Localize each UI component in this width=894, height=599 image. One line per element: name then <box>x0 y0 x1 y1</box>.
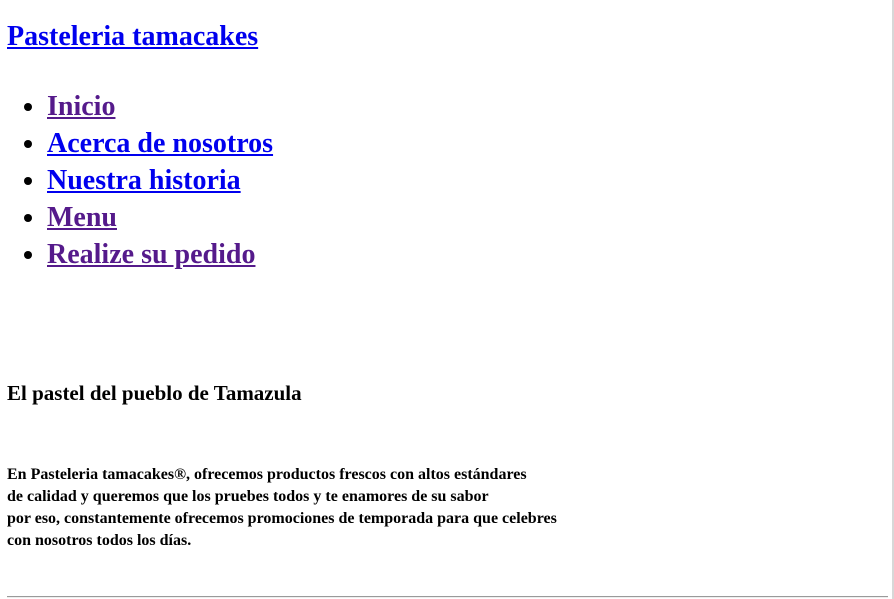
nav-item-inicio <box>47 88 273 125</box>
nav-item-acerca <box>47 125 273 162</box>
main-nav <box>0 88 273 273</box>
intro-line: por eso, constantemente ofrecemos promociones de temporada para que celebres <box>7 510 557 527</box>
intro-line: con nosotros todos los días. <box>7 532 192 549</box>
horizontal-rule <box>7 596 888 598</box>
nav-item-historia <box>47 162 273 199</box>
nav-link-inicio[interactable]: Inicio <box>47 91 116 122</box>
intro-line: de calidad y queremos que los pruebes todos y te enamores de su sabor <box>7 488 489 505</box>
nav-link-acerca-de-nosotros[interactable]: Acerca de nosotros <box>47 128 274 159</box>
site-title <box>7 20 258 54</box>
intro-line: En Pasteleria tamacakes®, ofrecemos productos frescos con altos estándares <box>7 466 527 483</box>
nav-link-menu[interactable]: Menu <box>47 202 117 233</box>
page-subtitle: El pastel del pueblo de Tamazula <box>7 381 302 405</box>
site-title-link[interactable]: Pasteleria tamacakes <box>7 21 259 52</box>
nav-link-realize-su-pedido[interactable]: Realize su pedido <box>47 239 256 270</box>
nav-item-menu <box>47 199 273 236</box>
nav-item-pedido <box>47 236 273 273</box>
nav-link-nuestra-historia[interactable]: Nuestra historia <box>47 165 241 196</box>
intro-paragraph <box>7 464 557 552</box>
